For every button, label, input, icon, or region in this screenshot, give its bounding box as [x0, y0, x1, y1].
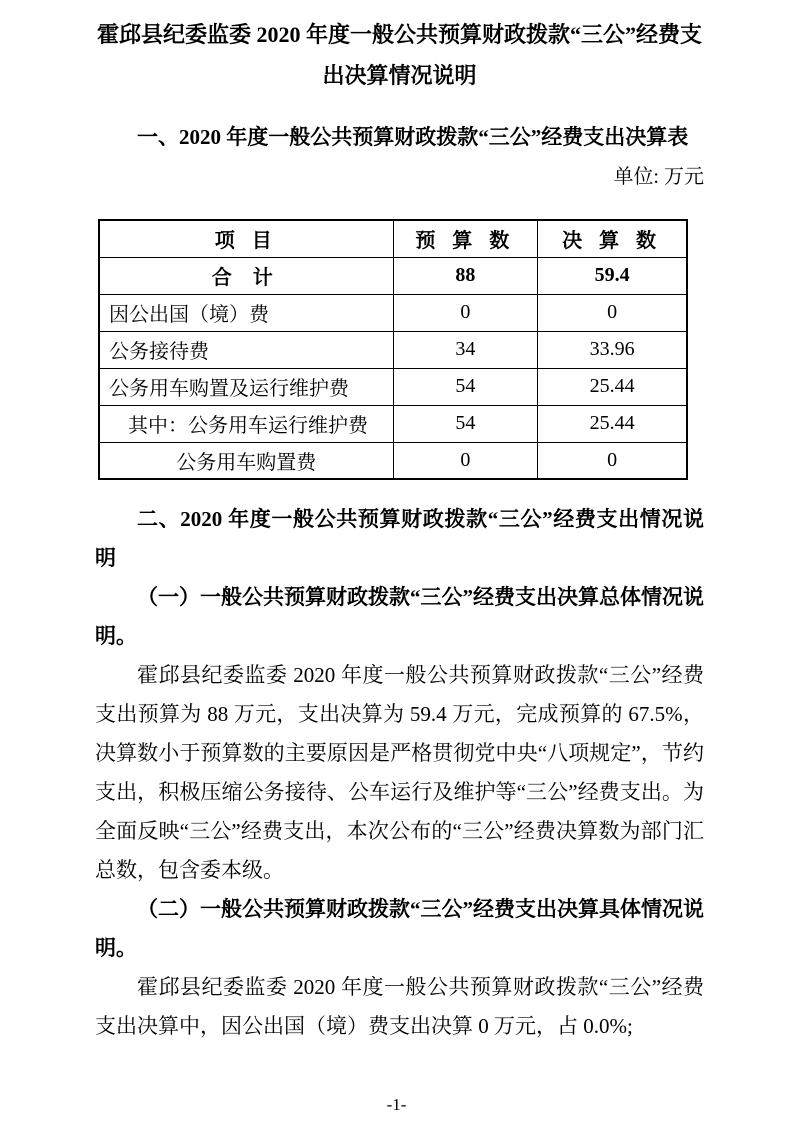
- row-reception-final: 33.96: [538, 331, 687, 368]
- row-abroad-item: 因公出国（境）费: [99, 294, 393, 331]
- unit-note: 单位: 万元: [613, 166, 704, 188]
- row-reception-item: 公务接待费: [99, 331, 393, 368]
- table-row-vehicle-total: [99, 368, 687, 405]
- table-row-total: [99, 257, 687, 294]
- row-vehicle-purchase-final: 0: [538, 442, 687, 479]
- table-row-vehicle-purchase: [99, 442, 687, 479]
- row-vehicle-total-final: 25.44: [538, 368, 687, 405]
- subsection-one-heading: （一）一般公共预算财政拨款“三公”经费支出决算总体情况说明。: [95, 585, 704, 648]
- row-total-final: 59.4: [538, 257, 687, 294]
- row-abroad-budget: 0: [393, 294, 538, 331]
- section-two-heading: 二、2020 年度一般公共预算财政拨款“三公”经费支出情况说明: [95, 507, 704, 570]
- row-vehicle-total-item: 公务用车购置及运行维护费: [99, 368, 393, 405]
- page-number: -1-: [386, 1095, 407, 1114]
- column-header-item: 项 目: [99, 220, 393, 257]
- section-one-heading: 一、2020 年度一般公共预算财政拨款“三公”经费支出决算表: [137, 125, 689, 149]
- overall-situation-paragraph: 霍邱县纪委监委 2020 年度一般公共预算财政拨款“三公”经费支出预算为 88 万元，支出决算为 59.4 万元，完成预算的 67.5%，决算数小于预算数的主要原因是严格贯彻党中央“八项规定”，节约支出，积极压缩公务接待、公车运行及维护等“三公”经费支出。为全面反映“三公”经费支出，本次公布的“三公”经费决算数为部门汇总数，包含委本级。: [95, 663, 704, 882]
- table-row-reception: [99, 331, 687, 368]
- table-row-abroad: [99, 294, 687, 331]
- detail-situation-paragraph: 霍邱县纪委监委 2020 年度一般公共预算财政拨款“三公”经费支出决算中，因公出国（境）费支出决算 0 万元，占 0.0%;: [95, 975, 704, 1038]
- document-title: 霍邱县纪委监委 2020 年度一般公共预算财政拨款“三公”经费支出决算情况说明: [96, 22, 702, 88]
- row-vehicle-operation-final: 25.44: [538, 405, 687, 442]
- row-vehicle-operation-budget: 54: [393, 405, 538, 442]
- row-abroad-final: 0: [538, 294, 687, 331]
- column-header-budget: 预 算 数: [393, 220, 538, 257]
- table-row-vehicle-operation: [99, 405, 687, 442]
- row-vehicle-purchase-budget: 0: [393, 442, 538, 479]
- column-header-final: 决 算 数: [538, 220, 687, 257]
- table-header-row: [99, 220, 687, 257]
- row-vehicle-purchase-item: 公务用车购置费: [99, 442, 393, 479]
- row-vehicle-operation-item: 其中：公务用车运行维护费: [99, 405, 393, 442]
- row-total-budget: 88: [393, 257, 538, 294]
- subsection-two-heading: （二）一般公共预算财政拨款“三公”经费支出决算具体情况说明。: [95, 897, 704, 960]
- row-total-item: 合 计: [99, 257, 393, 294]
- row-reception-budget: 34: [393, 331, 538, 368]
- row-vehicle-total-budget: 54: [393, 368, 538, 405]
- budget-table: [98, 219, 688, 480]
